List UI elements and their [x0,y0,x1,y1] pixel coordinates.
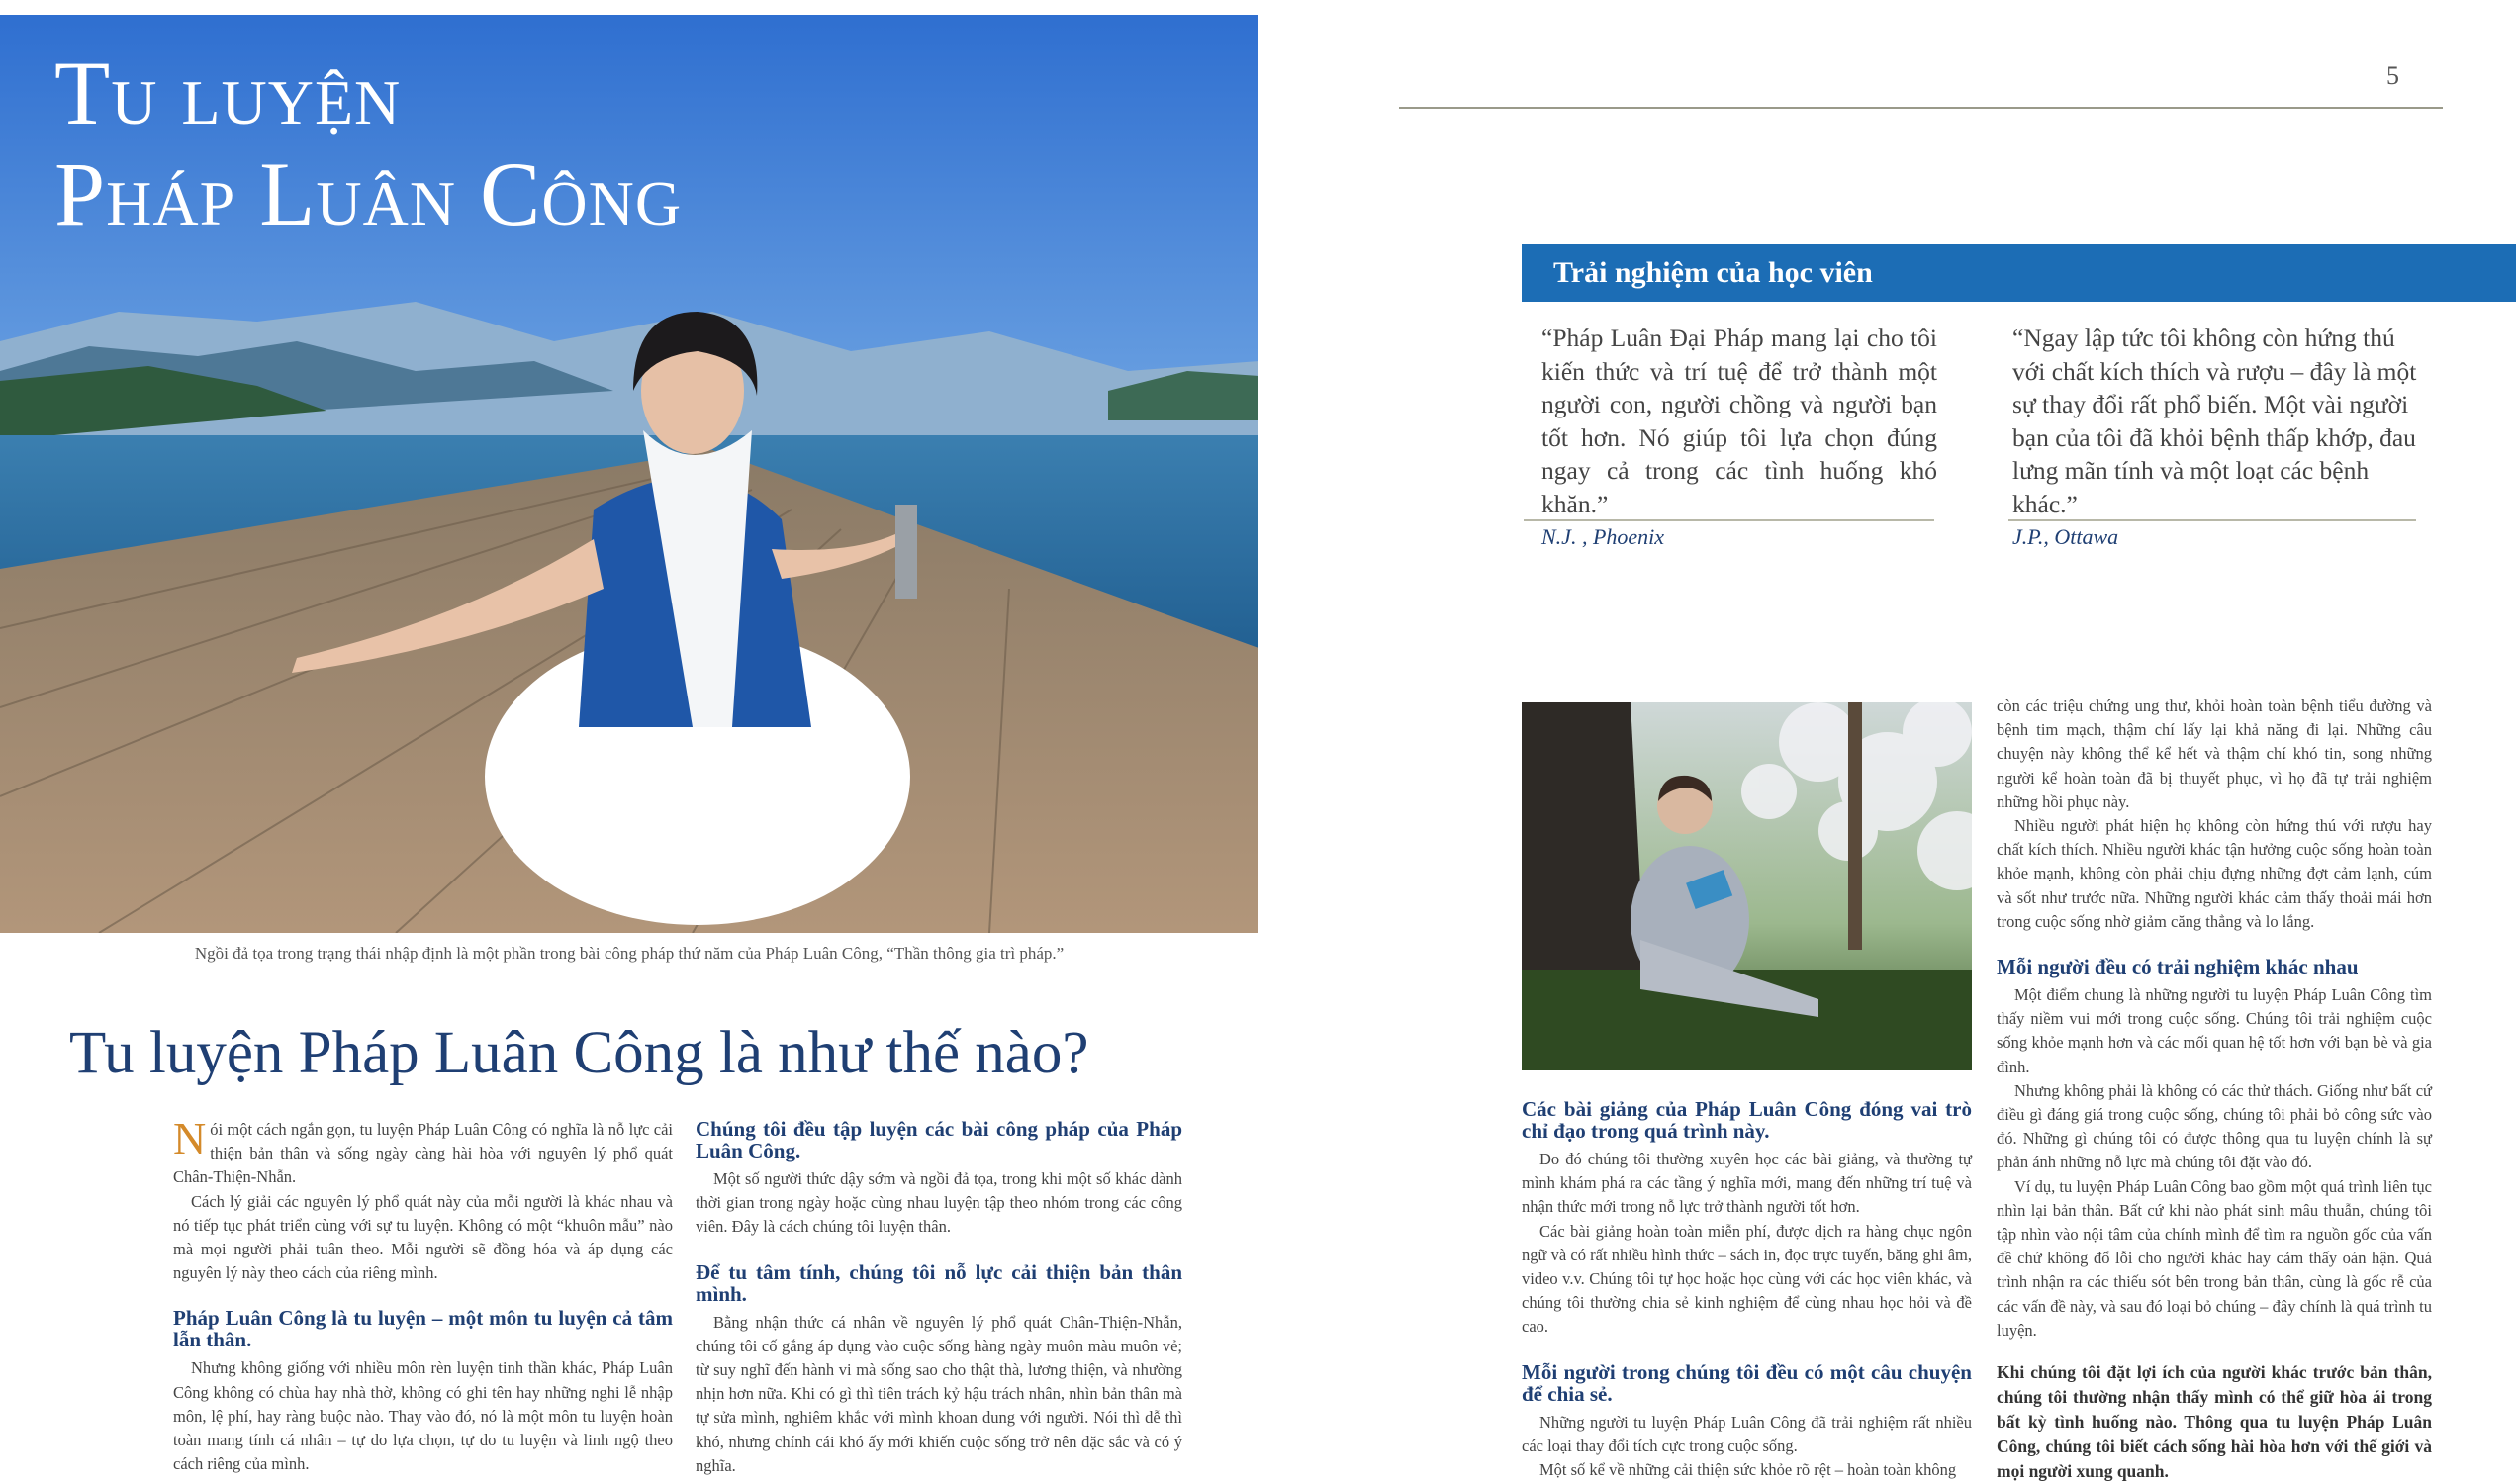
right-column-2 [1997,695,2432,1484]
subheading: Các bài giảng của Pháp Luân Công đóng vai trò chỉ đạo trong quá trình này. [1522,1097,1972,1143]
paragraph: Nhiều người phát hiện họ không còn hứng thú với rượu hay chất kích thích. Nhiều người khác tận hưởng cuộc sống hoàn toàn khỏe mạnh, không còn phải chịu đựng những đợt cảm lạnh, cúm và sốt như trước nữa. Những người khác cảm thấy thoải mái hơn trong cuộc sống nhờ giảm căng thẳng và lo lắng. [1997,816,2432,931]
paragraph: còn các triệu chứng ung thư, khỏi hoàn toàn bệnh tiểu đường và bệnh tim mạch, thậm chí lấy lại khả năng đi lại. Những câu chuyện này không thể kể hết và thậm chí khó tin, song những người kể hoàn toàn đã bị thuyết phục, vì họ đã tự trải nghiệm những hồi phục này. [1997,696,2432,811]
title-line-2: Pháp Luân Công [54,143,683,244]
closing-paragraph: Khi chúng tôi đặt lợi ích của người khác trước bản thân, chúng tôi thường nhận thấy mình có thể giữ hòa ái trong bất kỳ tình huống nào. Thông qua tu luyện Pháp Luân Công, chúng tôi biết cách sống hài hòa hơn với thế giới và mọi người xung quanh. [1997,1362,2432,1482]
subheading: Pháp Luân Công là tu luyện – một môn tu luyện cả tâm lẫn thân. [173,1306,673,1352]
paragraph: Ví dụ, tu luyện Pháp Luân Công bao gồm một quá trình liên tục nhìn lại bản thân. Bất cứ khi nào phát sinh mâu thuẫn, chúng tôi tập nhìn vào nội tâm của chính mình để tìm ra nguồn gốc của vấn đề chứ không đổ lỗi cho người khác hay cảm thấy oán hận. Quá trình nhận ra các thiếu sót bên trong bản thân, cùng là gốc rễ của các vấn đề này, và sau đó loại bỏ chúng – đây chính là quá trình tu luyện. [1997,1176,2432,1340]
quote-divider [2008,519,2416,521]
paragraph: Bằng nhận thức cá nhân về nguyên lý phổ quát Chân-Thiện-Nhẫn, chúng tôi cố gắng áp dụng vào cuộc sống hàng ngày muôn màu muôn vẻ; từ suy nghĩ đến hành vi mà sống sao cho thật thà, lương thiện, và nhường nhịn hơn nữa. Khi có gì thì tiên trách kỷ hậu trách nhân, nhìn bản thân mà tự sửa mình, nghiêm khắc với mình khoan dung với người. Nói thì dễ thì khó, nhưng chính cái khó ấy mới khiến cuộc sống trở nên đặc sắc và có ý nghĩa. [696,1312,1182,1475]
section-banner [1522,244,2516,302]
intro-paragraph: Nói một cách ngắn gọn, tu luyện Pháp Luân Công có nghĩa là nỗ lực cải thiện bản thân và sống ngày càng hài hòa với nguyên lý phổ quát Chân-Thiện-Nhẫn. [173,1113,673,1187]
photo-caption: Ngồi đả tọa trong trạng thái nhập định là một phần trong bài công pháp thứ năm của Pháp Luân Công, “Thần thông gia trì pháp.” [194,944,1065,963]
subheading: Để tu tâm tính, chúng tôi nỗ lực cải thiện bản thân mình. [696,1259,1182,1306]
paragraph: Những người tu luyện Pháp Luân Công đã trải nghiệm rất nhiều các loại thay đổi tích cực trong cuộc sống. [1522,1412,1972,1455]
subheading: Mỗi người đều có trải nghiệm khác nhau [1997,955,2359,979]
top-divider [1399,107,2443,109]
title-line-1: Tu luyện [54,43,402,143]
paragraph: Một số người thức dậy sớm và ngồi đả tọa, trong khi một số khác dành thời gian trong ngày hoặc cùng nhau luyện tập theo nhóm trong các công viên. Đây là cách chúng tôi luyện thân. [696,1169,1182,1237]
quote-text: “Pháp Luân Đại Pháp mang lại cho tôi kiến thức và trí tuệ để trở thành một người con, người chồng và người bạn tốt hơn. Nó giúp tôi lựa chọn đúng ngay cả trong các tình huống khó khăn.” [1541,324,1937,518]
drop-cap: N [173,1113,207,1163]
paragraph: Các bài giảng hoàn toàn miễn phí, được dịch ra hàng chục ngôn ngữ và có rất nhiều hình thức – sách in, đọc trực tuyến, băng ghi âm, video v.v. Chúng tôi tự học hoặc học cùng với các học viên khác, và chúng tôi thường chia sẻ kinh nghiệm để cùng nhau học hỏi và đề cao. [1522,1221,1972,1337]
paragraph: Một điểm chung là những người tu luyện Pháp Luân Công tìm thấy niềm vui mới trong cuộc sống. Chúng tôi trải nghiệm cuộc sống khỏe mạnh hơn và các mối quan hệ tốt hơn với bạn bè và gia đình. [1997,985,2432,1076]
quote-divider [1524,519,1934,521]
quote-attribution: N.J. , Phoenix [1541,524,1665,549]
paragraph: Cách lý giải các nguyên lý phổ quát này của mỗi người là khác nhau và nó tiếp tục phát triển cùng với sự tu luyện. Không có một “khuôn mẫu” nào mà mọi người phải tuân theo. Mỗi người sẽ đồng hóa và áp dụng các nguyên lý này theo cách của riêng mình. [173,1191,673,1283]
paragraph: Một số kể về những cải thiện sức khỏe rõ rệt – hoàn toàn không [1539,1460,1957,1480]
quote-text: “Ngay lập tức tôi không còn hứng thú với chất kích thích và rượu – đây là một sự thay đổi rất phổ biến. Một vài người bạn của tôi đã khỏi bệnh thấp khớp, đau lưng mãn tính và một loạt các bệnh khác.” [2012,324,2417,518]
right-column-1 [1522,1098,1972,1482]
paragraph: Do đó chúng tôi thường xuyên học các bài giảng, và thường tự mình khám phá ra các tầng ý nghĩa mới, mang đến những trí tuệ và nhận thức mới trong nỗ lực trở thành người tốt hơn. [1522,1150,1972,1217]
subheading: Chúng tôi đều tập luyện các bài công pháp của Pháp Luân Công. [696,1117,1182,1162]
main-heading: Tu luyện Pháp Luân Công là như thế nào? [69,1020,1089,1086]
left-column-1 [173,1113,673,1476]
reading-man-photo [1522,702,1972,1070]
banner-title: Trải nghiệm của học viên [1553,256,1873,289]
page-number: 5 [2386,61,2399,90]
quote-attribution: J.P., Ottawa [2012,524,2119,549]
paragraph: Nhưng không giống với nhiều môn rèn luyện tinh thần khác, Pháp Luân Công không có chùa hay nhà thờ, không có ghi tên hay những nghi lễ nhập môn, lệ phí, hay ràng buộc nào. Thay vào đó, nó là một môn tu luyện hoàn toàn mang tính cá nhân – tự do lựa chọn, tự do tu luyện và linh ngộ theo cách riêng của mình. [173,1358,673,1474]
paragraph: Nhưng không phải là không có các thử thách. Giống như bất cứ điều gì đáng giá trong cuộc sống, chúng tôi phải bỏ công sức vào đó. Những gì chúng tôi có được thông qua tu luyện chính là sự phản ánh những nỗ lực mà chúng tôi đặt vào đó. [1997,1080,2432,1172]
left-column-2 [696,1118,1182,1478]
subheading: Mỗi người trong chúng tôi đều có một câu chuyện để chia sẻ. [1522,1359,1972,1406]
